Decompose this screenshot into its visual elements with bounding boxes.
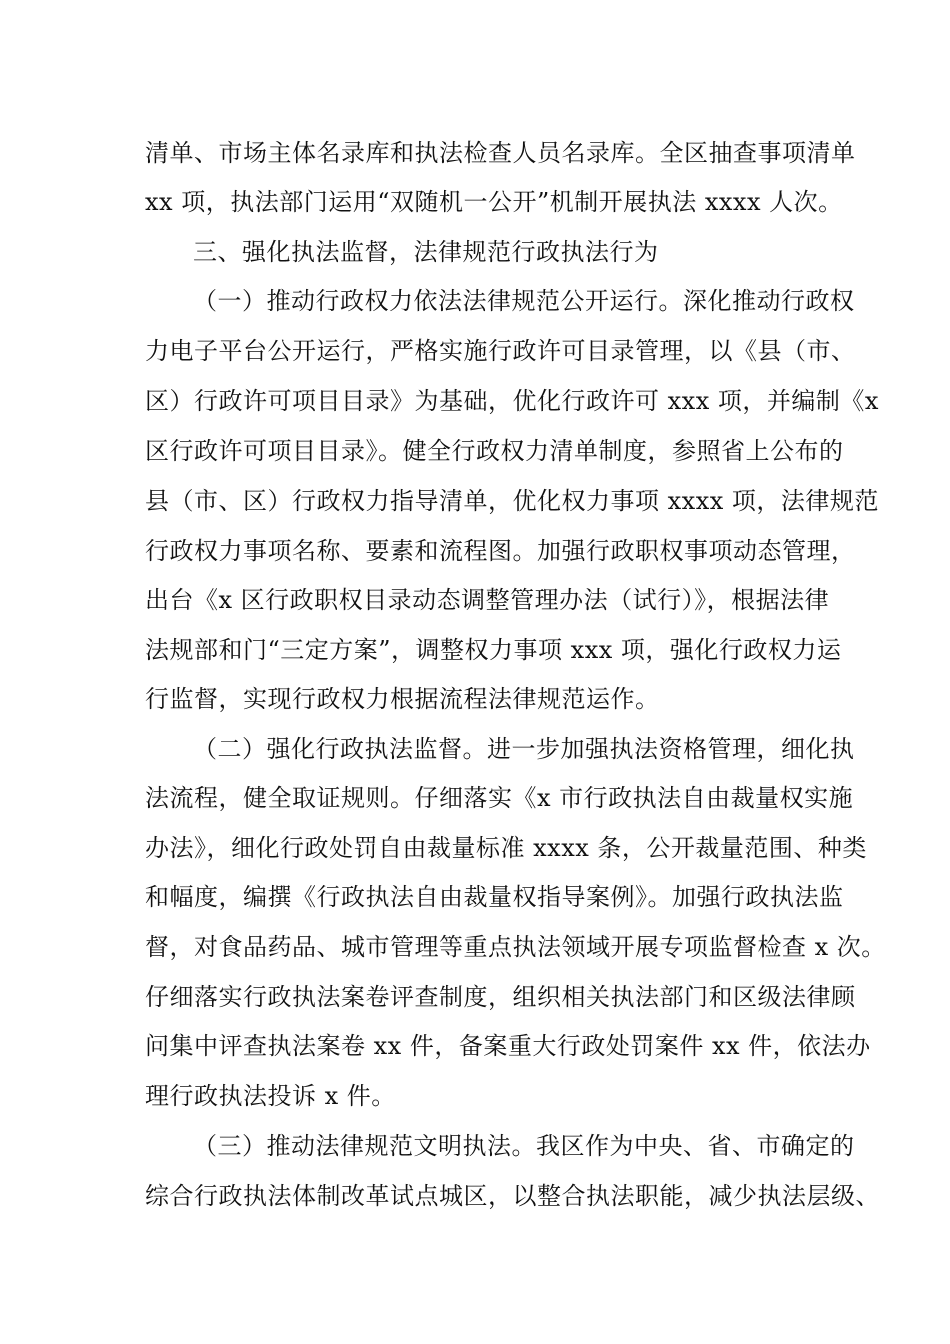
body-text-line: 法流程，健全取证规则。仔细落实《x 市行政执法自由裁量权实施 — [145, 784, 854, 812]
body-text-line: 督，对食品药品、城市管理等重点执法领域开展专项监督检查 x 次。 — [145, 933, 886, 961]
subsection-heading-line: （一）推动行政权力依法法律规范公开运行。深化推动行政权 — [193, 287, 855, 315]
body-text-line: 办法》，细化行政处罚自由裁量标准 xxxx 条，公开裁量范围、种类 — [145, 834, 867, 862]
subsection-heading-line: （三）推动法律规范文明执法。我区作为中央、省、市确定的 — [193, 1132, 855, 1160]
subsection-heading-line: （二）强化行政执法监督。进一步加强执法资格管理，细化执 — [193, 735, 855, 763]
body-text-line: 和幅度，编撰《行政执法自由裁量权指导案例》。加强行政执法监 — [145, 883, 844, 911]
body-text-line: 区行政许可项目目录》。健全行政权力清单制度，参照省上公布的 — [145, 437, 844, 465]
body-text-line: 理行政执法投诉 x 件。 — [145, 1082, 396, 1110]
body-text-line: 清单、市场主体名录库和执法检查人员名录库。全区抽查事项清单 — [145, 139, 856, 167]
body-text-line: 力电子平台公开运行，严格实施行政许可目录管理，以《县（市、 — [145, 337, 856, 365]
body-text-line: xx 项，执法部门运用“双随机一公开”机制开展执法 xxxx 人次。 — [145, 188, 843, 216]
body-text-line: 出台《x 区行政职权目录动态调整管理办法（试行）》，根据法律 — [145, 586, 830, 614]
body-text-line: 问集中评查执法案卷 xx 件，备案重大行政处罚案件 xx 件，依法办 — [145, 1032, 871, 1060]
body-text-line: 行监督，实现行政权力根据流程法律规范运作。 — [145, 685, 660, 713]
body-text-line: 区）行政许可项目目录》为基础，优化行政许可 xxx 项，并编制《x — [145, 387, 879, 415]
body-text-line: 法规部和门“三定方案”，调整权力事项 xxx 项，强化行政权力运 — [145, 636, 842, 664]
section-heading: 三、强化执法监督，法律规范行政执法行为 — [193, 238, 659, 266]
body-text-line: 县（市、区）行政权力指导清单，优化权力事项 xxxx 项，法律规范 — [145, 487, 879, 515]
body-text-line: 综合行政执法体制改革试点城区，以整合执法职能，减少执法层级、 — [145, 1182, 880, 1210]
body-text-line: 行政权力事项名称、要素和流程图。加强行政职权事项动态管理， — [145, 537, 856, 565]
body-text-line: 仔细落实行政执法案卷评查制度，组织相关执法部门和区级法律顾 — [145, 983, 856, 1011]
